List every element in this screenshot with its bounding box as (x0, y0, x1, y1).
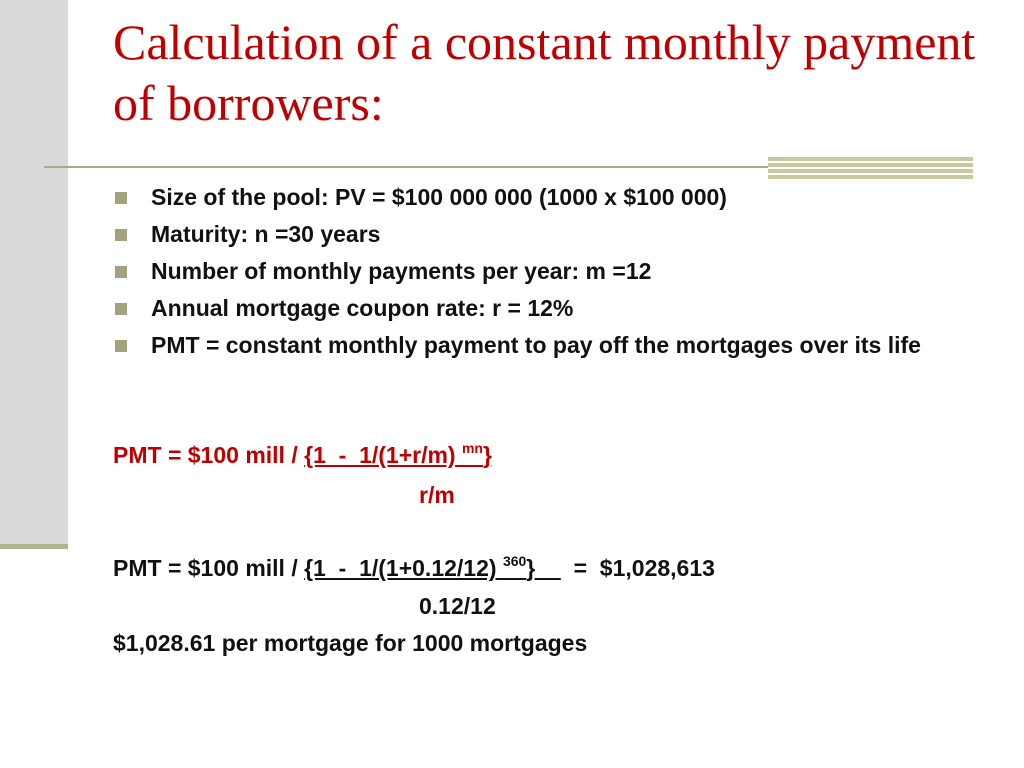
formula-result: = $1,028,613 (560, 555, 715, 581)
formula-lhs: PMT = $100 mill / (113, 555, 305, 581)
numerator-close: } (526, 555, 561, 581)
title-rule (44, 166, 770, 168)
formula-numerator (304, 442, 492, 468)
exponent: mn (461, 440, 483, 456)
bullet-item-pool-size (113, 183, 993, 212)
formula-lhs: PMT = $100 mill / (113, 442, 305, 468)
square-bullet-icon (115, 266, 127, 278)
numerator-text: {1 - 1/(1+0.12/12) (304, 555, 503, 581)
side-panel (0, 0, 68, 548)
numerator-close: } (482, 442, 492, 468)
bullet-text: Maturity: n =30 years (151, 221, 381, 247)
slide-title: Calculation of a constant monthly payment of borrowers: (113, 14, 976, 131)
general-formula-denominator: r/m (419, 482, 455, 508)
title-rule-accent (768, 157, 973, 179)
bullet-item-payments-per-year (113, 257, 993, 286)
numeric-formula-line (113, 554, 993, 583)
general-formula-line (113, 441, 993, 470)
exponent: 360 (502, 553, 527, 569)
conclusion-line: $1,028.61 per mortgage for 1000 mortgages (113, 630, 588, 656)
square-bullet-icon (115, 340, 127, 352)
bullet-text: Size of the pool: PV = $100 000 000 (1000 x $100 000) (151, 184, 727, 210)
side-panel-rule (0, 544, 68, 549)
numerator-text: {1 - 1/(1+r/m) (304, 442, 462, 468)
square-bullet-icon (115, 303, 127, 315)
square-bullet-icon (115, 192, 127, 204)
bullet-item-pmt-definition (113, 331, 993, 360)
numeric-formula-denominator: 0.12/12 (419, 593, 496, 619)
bullet-item-maturity (113, 220, 993, 249)
bullet-text: Number of monthly payments per year: m =12 (151, 258, 652, 284)
bullet-item-coupon-rate (113, 294, 993, 323)
formula-numerator (304, 555, 561, 581)
bullet-text: PMT = constant monthly payment to pay off the mortgages over its life (151, 332, 921, 358)
bullet-text: Annual mortgage coupon rate: r = 12% (151, 295, 574, 321)
square-bullet-icon (115, 229, 127, 241)
bullet-list (113, 183, 993, 368)
